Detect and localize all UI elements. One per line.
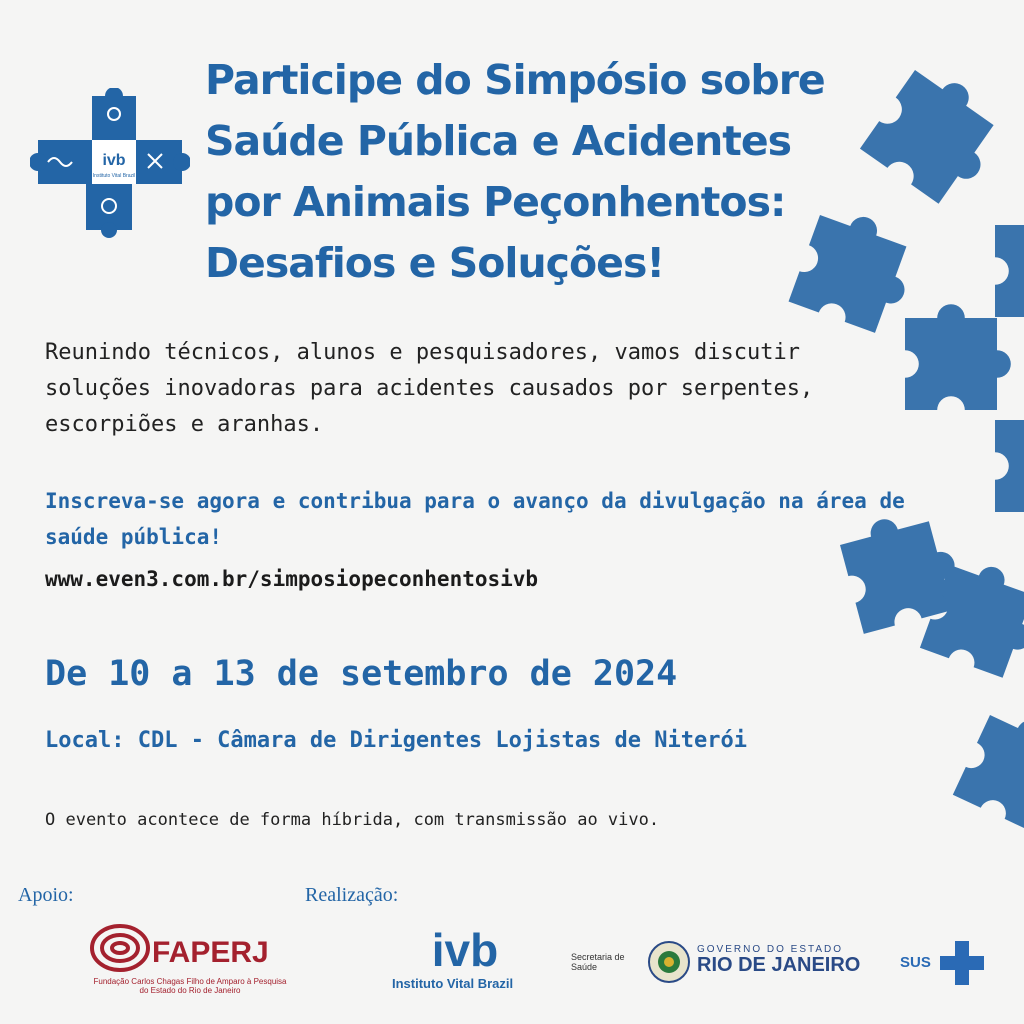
registration-link[interactable]: www.even3.com.br/simposiopeconhentosivb <box>45 567 539 591</box>
event-format-note: O evento acontece de forma híbrida, com transmissão ao vivo. <box>45 810 660 830</box>
rio-de-janeiro-label: RIO DE JANEIRO <box>697 954 861 976</box>
puzzle-piece-icon <box>953 703 1024 837</box>
ivb-name: Instituto Vital Brazil <box>392 976 514 991</box>
intro-text: Reunindo técnicos, alunos e pesquisadores, vamos discutir soluções inovadoras para acidentes causados por serpentes, escorpiões e aranhas. <box>45 340 814 437</box>
apoio-label: Apoio: <box>18 884 74 906</box>
faperj-name: FAPERJ <box>152 936 269 969</box>
governo-estado-label: GOVERNO DO ESTADO <box>697 944 844 955</box>
event-location: Local: CDL - Câmara de Dirigentes Lojistas de Niterói <box>45 728 747 753</box>
event-date: De 10 a 13 de setembro de 2024 <box>45 654 678 694</box>
puzzle-piece-icon <box>905 304 1011 410</box>
sus-label: SUS <box>900 954 931 971</box>
puzzle-piece-icon <box>995 211 1024 317</box>
ivb-logo-text: ivb <box>431 924 499 974</box>
puzzle-piece-icon <box>995 406 1024 512</box>
call-to-action: Inscreva-se agora e contribua para o avanço da divulgação na área de saúde pública! <box>45 489 905 549</box>
page-title: Participe do Simpósio sobre Saúde Pública e Acidentes por Animais Peçonhentos: Desafios e Soluções! <box>205 56 825 287</box>
ivb-logo <box>425 922 505 974</box>
faperj-logo-icon <box>88 920 152 976</box>
puzzle-piece-icon <box>860 58 1014 212</box>
faperj-subtitle: Fundação Carlos Chagas Filho de Amparo à Pesquisa do Estado do Rio de Janeiro <box>93 977 287 995</box>
realizacao-label: Realização: <box>305 884 399 906</box>
rj-coat-of-arms-icon <box>645 936 693 988</box>
header-logo-caption: Instituto Vital Brazil <box>92 173 136 179</box>
ivb-puzzle-logo <box>30 88 190 238</box>
header-logo-text: ivb <box>102 152 126 169</box>
sus-cross-icon <box>940 941 984 985</box>
secretaria-saude-label: Secretaria de Saúde <box>571 952 625 972</box>
